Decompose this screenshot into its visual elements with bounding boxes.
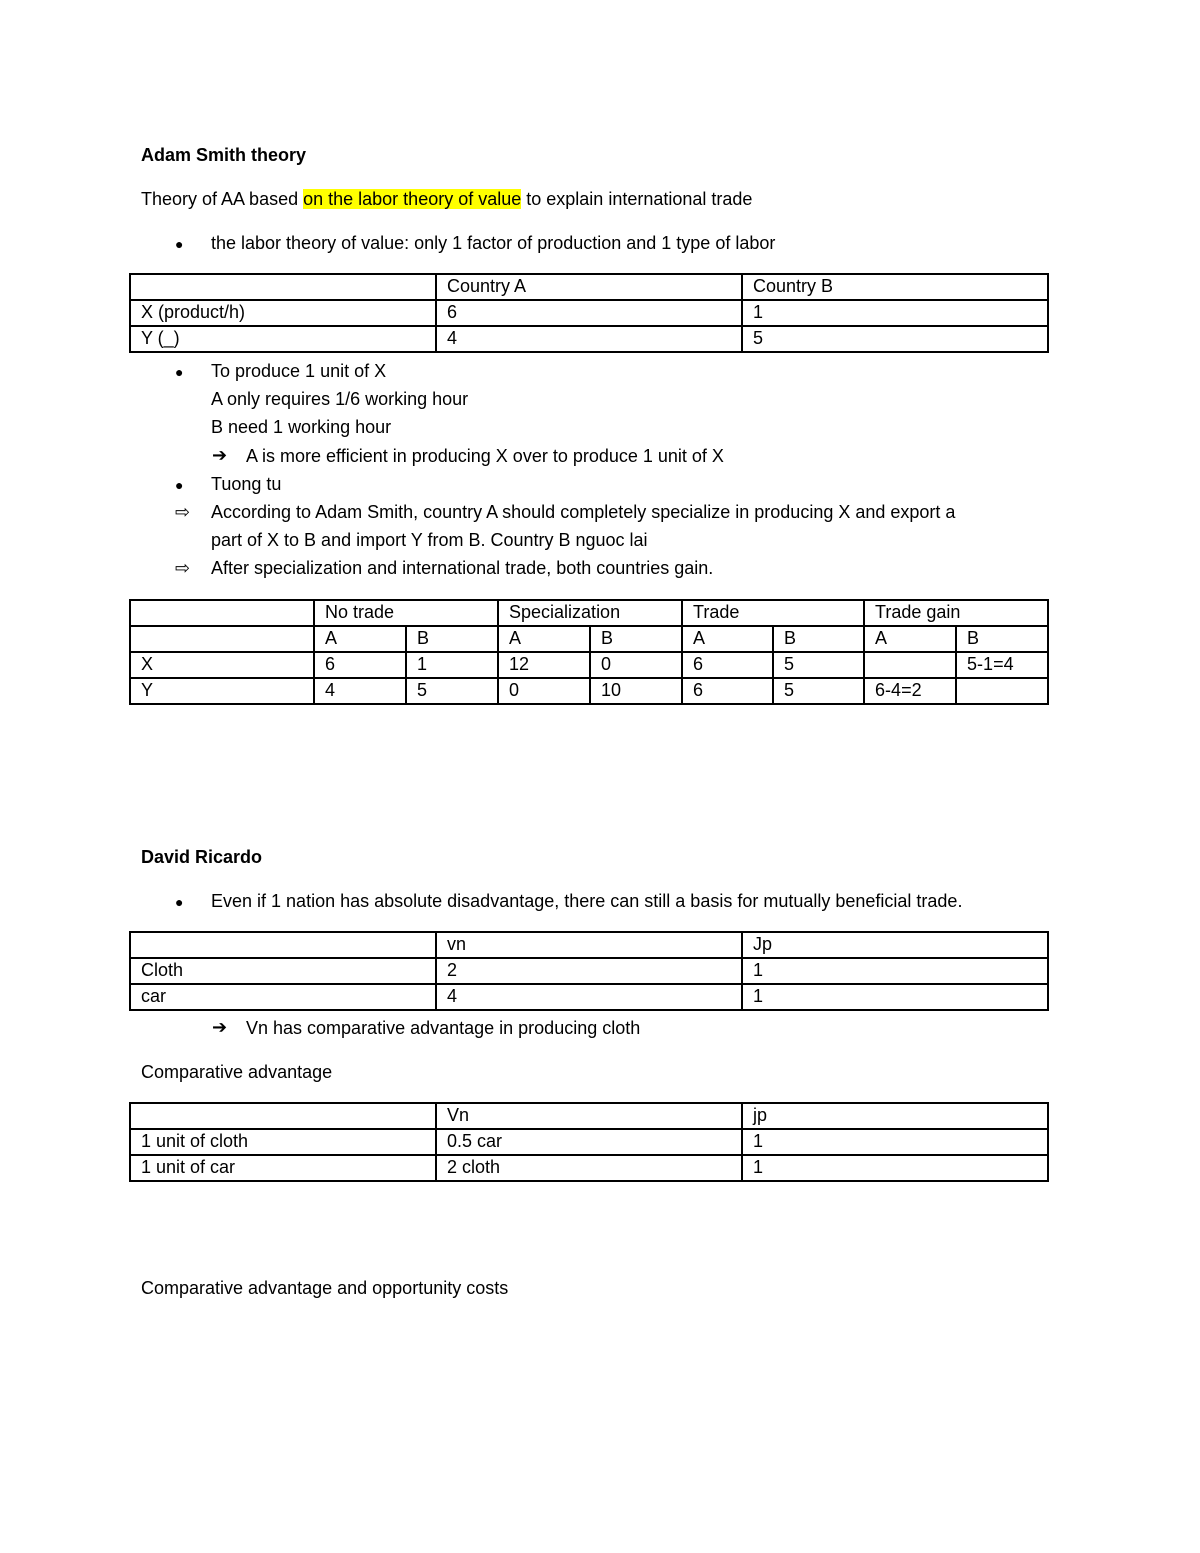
table-cell: [864, 652, 956, 678]
table-cell: 5: [406, 678, 498, 704]
outline-arrow-icon: ⇨: [175, 502, 191, 522]
intro-text-before: Theory of AA based: [141, 189, 304, 209]
table-row: [130, 1103, 1048, 1129]
table-cell: 6: [682, 678, 773, 704]
table-cell: 5: [742, 326, 1048, 352]
table-cell: Trade: [682, 600, 864, 626]
table-cell: jp: [742, 1103, 1048, 1129]
bullet-tuong-tu: Tuong tu: [211, 474, 282, 494]
table-cell: 6-4=2: [864, 678, 956, 704]
table-cell: 5: [773, 652, 864, 678]
table-row: [130, 626, 1048, 652]
table-cell: Trade gain: [864, 600, 1048, 626]
table-cell: A: [314, 626, 406, 652]
bullet-produce-x-line3: B need 1 working hour: [211, 417, 392, 437]
table-cell: vn: [436, 932, 742, 958]
table-cell: 12: [498, 652, 590, 678]
table-row: [130, 678, 1048, 704]
table-cell: 1 unit of car: [130, 1155, 436, 1181]
table-trade-gain: [129, 599, 1049, 705]
table-cell: 5: [773, 678, 864, 704]
table-row: [130, 652, 1048, 678]
table-cell: [130, 626, 314, 652]
arrow-right-icon: ➔: [212, 1017, 228, 1037]
table-cell: A: [498, 626, 590, 652]
table-cell: [130, 600, 314, 626]
table-cell: 1: [742, 1155, 1048, 1181]
table-cell: 0: [590, 652, 682, 678]
bullet-produce-x: To produce 1 unit of X: [211, 361, 387, 381]
intro-text-after: to explain international trade: [521, 189, 753, 209]
table-cell: 6: [682, 652, 773, 678]
table-cell: 10: [590, 678, 682, 704]
table-cell: B: [590, 626, 682, 652]
table-cell: 2: [436, 958, 742, 984]
table-cell: No trade: [314, 600, 498, 626]
table-cell: Cloth: [130, 958, 436, 984]
table-cell: 0.5 car: [436, 1129, 742, 1155]
table-cell: 1: [742, 984, 1048, 1010]
arrow-right-icon: ➔: [212, 445, 228, 465]
table-cell: X: [130, 652, 314, 678]
bullet-dot-icon: ●: [175, 894, 184, 910]
table-cell: A: [864, 626, 956, 652]
table-cell: 4: [436, 984, 742, 1010]
table-row: [130, 1129, 1048, 1155]
table-cell: B: [956, 626, 1048, 652]
point-both-gain: After specialization and international trade, both countries gain.: [211, 558, 714, 578]
table-cell: [130, 1103, 436, 1129]
table-cell: [130, 932, 436, 958]
table-cell: 5-1=4: [956, 652, 1048, 678]
table-cell: 6: [436, 300, 742, 326]
bullet-dot-icon: ●: [175, 236, 184, 252]
table-cell: 1 unit of cloth: [130, 1129, 436, 1155]
table-row: [130, 984, 1048, 1010]
arrow-conclusion-vn-cloth: Vn has comparative advantage in producing cloth: [246, 1018, 641, 1038]
section-title-david-ricardo: David Ricardo: [141, 847, 263, 867]
table-cell: car: [130, 984, 436, 1010]
table-cell: A: [682, 626, 773, 652]
outline-arrow-icon: ⇨: [175, 558, 191, 578]
bullet-labor-theory: the labor theory of value: only 1 factor of production and 1 type of labor: [211, 233, 776, 253]
table-cell: 0: [498, 678, 590, 704]
table-cell: Country B: [742, 274, 1048, 300]
table-cell: 4: [314, 678, 406, 704]
table-productivity: [129, 273, 1049, 353]
table-cell: 4: [436, 326, 742, 352]
table-opportunity-cost: [129, 1102, 1049, 1182]
heading-comparative-advantage: Comparative advantage: [141, 1062, 333, 1082]
point-specialize-line1: According to Adam Smith, country A should completely specialize in producing X and export a: [211, 502, 956, 522]
table-row: [130, 932, 1048, 958]
table-cell: B: [773, 626, 864, 652]
table-cell: 1: [406, 652, 498, 678]
point-specialize-line2: part of X to B and import Y from B. Country B nguoc lai: [211, 530, 648, 550]
table-row: [130, 274, 1048, 300]
table-cell: Vn: [436, 1103, 742, 1129]
section-title-adam-smith: Adam Smith theory: [141, 145, 307, 165]
intro-highlight: on the labor theory of value: [303, 189, 522, 209]
bullet-absolute-disadvantage: Even if 1 nation has absolute disadvantage, there can still a basis for mutually beneficial trade.: [211, 891, 963, 911]
table-cell: 1: [742, 1129, 1048, 1155]
heading-opportunity-costs: Comparative advantage and opportunity costs: [141, 1278, 509, 1298]
table-row: [130, 300, 1048, 326]
table-vn-jp-production: [129, 931, 1049, 1011]
table-cell: Y: [130, 678, 314, 704]
bullet-dot-icon: ●: [175, 364, 184, 380]
table-cell: [956, 678, 1048, 704]
bullet-produce-x-line2: A only requires 1/6 working hour: [211, 389, 469, 409]
table-row: [130, 1155, 1048, 1181]
table-cell: 1: [742, 958, 1048, 984]
arrow-conclusion-efficiency: A is more efficient in producing X over to produce 1 unit of X: [246, 446, 724, 466]
table-cell: 1: [742, 300, 1048, 326]
table-cell: 2 cloth: [436, 1155, 742, 1181]
intro-paragraph: [141, 189, 752, 210]
table-cell: X (product/h): [130, 300, 436, 326]
table-row: [130, 958, 1048, 984]
table-cell: Y (_): [130, 326, 436, 352]
table-row: [130, 600, 1048, 626]
bullet-dot-icon: ●: [175, 477, 184, 493]
table-row: [130, 326, 1048, 352]
table-cell: Jp: [742, 932, 1048, 958]
table-cell: 6: [314, 652, 406, 678]
table-cell: Country A: [436, 274, 742, 300]
table-cell: Specialization: [498, 600, 682, 626]
table-cell: B: [406, 626, 498, 652]
table-cell: [130, 274, 436, 300]
